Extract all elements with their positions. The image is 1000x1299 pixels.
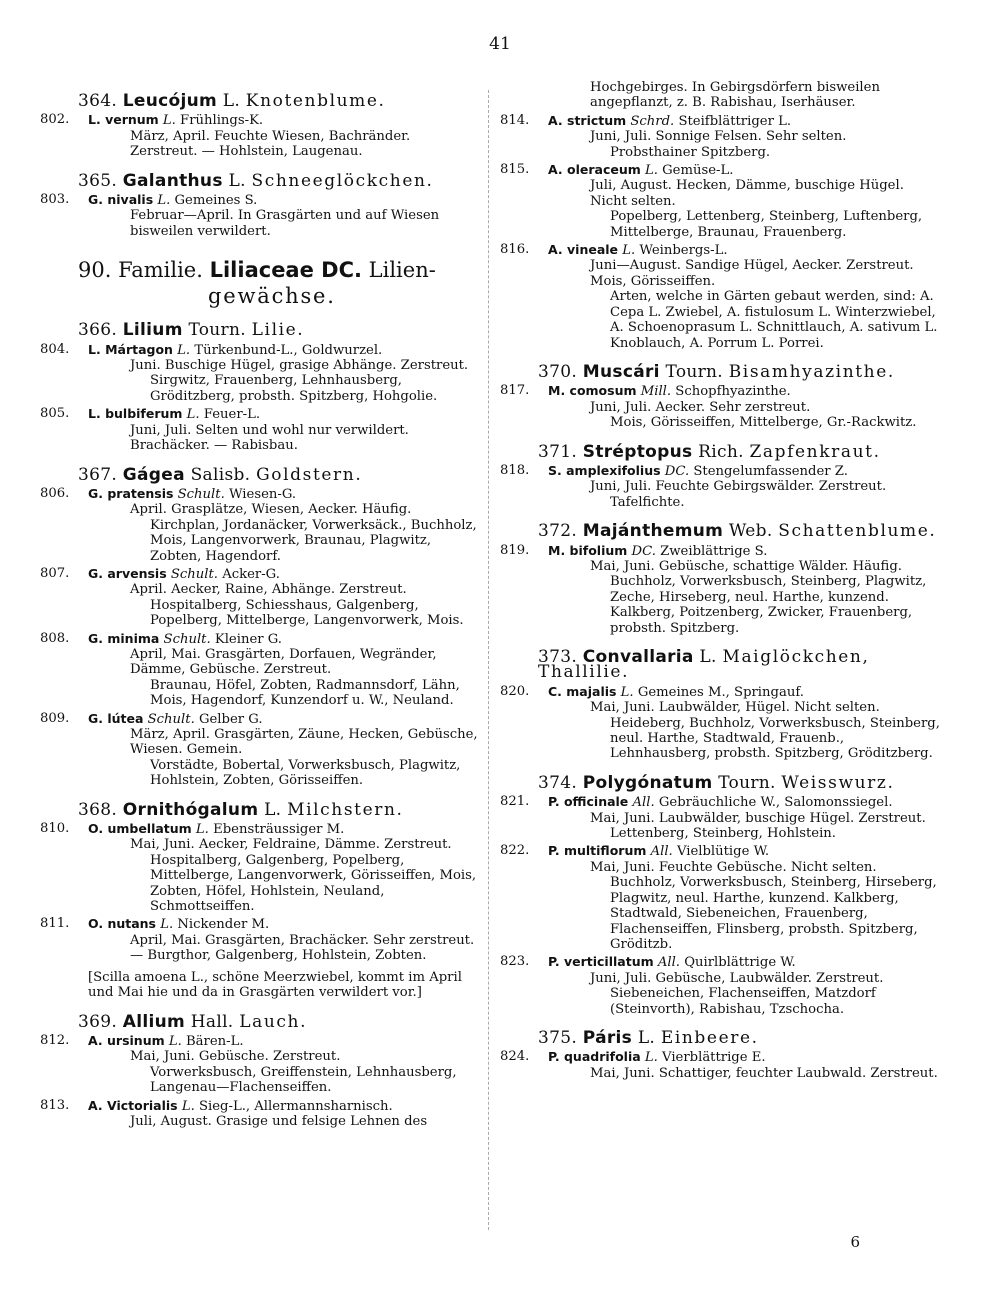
page-number: 41 [489,34,511,54]
species-number: 820. [500,683,530,699]
species-number: 818. [500,462,530,478]
species-author: DC. [631,543,656,559]
species-number: 806. [40,485,70,501]
species-number: 821. [500,794,530,810]
genus-heading [40,320,480,341]
species-number: 817. [500,383,530,399]
species-author: L. [195,822,209,838]
species-localities: Hospitalberg, Schiesshaus, Galgenberg, Popelberg, Mittelberge, Langenvorwerk, Mois. [150,597,464,629]
species-number: 814. [500,112,530,128]
species-name: G. arvensis [88,565,167,581]
genus-common-name: Schneeglöckchen. [251,170,434,191]
species-name: P. multiflorum [548,843,647,859]
species-author: L. [644,163,658,179]
species-localities: Buchholz, Vorwerksbusch, Steinberg, Hirseberg, Plagwitz, neul. Harthe, kunzend. Kalkberg, Stadtwald, Siebeneichen, Frauenberg, Flachenseiffen, Flinsberg, probsth. Spitzberg, Gröditzb. [610,875,937,952]
species-author: L. [168,1033,182,1049]
species-common-name: Schopfhyazinthe. [675,384,791,400]
species-author: All. [650,844,673,860]
continued-description: Hochgebirges. In Gebirgsdörfern bisweilen angepflanzt, z. B. Rabishau, Iserhäuser. [590,80,880,111]
genus-name: Convallaria [582,647,694,667]
species-name: M. bifolium [548,542,628,558]
genus-number: 373. [538,647,578,667]
genus-common-name: Lilie. [251,320,305,341]
species-number: 812. [40,1032,70,1048]
species-entry [500,794,940,841]
genus-heading [40,464,480,485]
species-localities: Buchholz, Vorwerksbusch, Steinberg, Plagwitz, Zeche, Hirseberg, neul. Harthe, kunzend. Kalkberg, Poitzenberg, Zwicker, Frauenberg, probsth. Spitzberg. [610,574,927,636]
species-name: O. nutans [88,916,156,932]
species-number: 822. [500,843,530,859]
species-name: G. minima [88,630,160,646]
genus-common-name: Milchstern. [287,799,404,820]
genus-number: 371. [538,441,578,462]
species-description: März, April. Feuchte Wiesen, Bachränder. Zerstreut. — Hohlstein, Laugenau. [130,128,411,160]
genus-author: L. [222,91,241,111]
genus-name: Allium [122,1011,186,1032]
genus-name: Leucójum [122,91,218,111]
column-divider [488,90,490,1230]
continued-text [500,80,940,111]
species-common-name: Frühlings-K. [180,113,264,129]
species-author: DC. [664,463,690,479]
genus-heading [500,1027,940,1048]
genus-author: Rich. [698,441,744,462]
genus-common-name: Zapfenkraut. [749,441,881,462]
species-common-name: Kleiner G. [214,631,283,647]
species-entry [40,112,480,159]
species-number: 819. [500,542,530,558]
genus-number: 365. [78,170,118,191]
species-entry [40,711,480,789]
species-description: März, April. Grasgärten, Zäune, Hecken, Gebüsche, Wiesen. Gemein. [130,727,478,758]
species-entry [40,342,480,405]
species-common-name: Zweiblättrige S. [660,543,768,559]
genus-common-name: Bisamhyazinthe. [728,361,895,382]
family-common-name: Lilien- [368,258,436,283]
genus-author: Tourn. [188,320,246,341]
species-name: A. vineale [548,242,619,258]
genus-heading [500,647,940,683]
species-author: All. [657,955,680,971]
species-localities: Braunau, Höfel, Zobten, Radmannsdorf, Lähn, Mois, Hagendorf, Kunzendorf u. W., Neuland. [150,677,460,709]
species-author: L. [181,1098,195,1114]
genus-name: Páris [582,1027,633,1048]
genus-name: Polygónatum [582,772,713,793]
species-description: Juni. Buschige Hügel, grasige Abhänge. Zerstreut. [130,358,469,374]
species-author: Schult. [163,631,211,647]
species-entry [500,543,940,636]
species-common-name: Türkenbund-L., Goldwurzel. [194,342,383,358]
genus-heading [40,91,480,111]
family-name: Liliaceae DC. [209,258,362,283]
species-name: P. verticillatum [548,954,654,970]
genus-heading [40,1011,480,1032]
genus-common-name: Einbeere. [660,1027,759,1048]
genus-number: 375. [538,1027,578,1048]
species-number: 816. [500,242,530,258]
species-description: Juli, August. Grasige und felsige Lehnen des [130,1113,428,1129]
species-entry [500,113,940,160]
species-description: Juli, August. Hecken, Dämme, buschige Hügel. Nicht selten. [590,178,904,209]
species-description: Juni—August. Sandige Hügel, Aecker. Zerstreut. Mois, Görisseiffen. [590,258,914,289]
genus-number: 364. [78,91,118,111]
genus-name: Stréptopus [582,441,693,462]
species-number: 804. [40,341,70,357]
genus-common-name: Lauch. [239,1011,308,1032]
genus-heading [500,361,940,382]
species-author: L. [186,407,200,423]
species-common-name: Weinbergs-L. [639,243,728,259]
genus-name: Muscári [582,361,660,382]
genus-number: 368. [78,799,118,820]
species-entry [40,1098,480,1130]
species-description: Mai, Juni. Gebüsche. Zerstreut. [130,1049,341,1065]
species-number: 813. [40,1097,70,1113]
signature-mark: 6 [850,1233,860,1251]
species-common-name: Nickender M. [177,917,270,933]
species-name: G. lútea [88,710,144,726]
species-description: April. Grasplätze, Wiesen, Aecker. Häufig. [130,502,412,518]
species-common-name: Gebräuchliche W., Salomonssiegel. [658,795,893,811]
species-number: 811. [40,916,70,932]
species-number: 803. [40,192,70,208]
species-common-name: Ebensträussiger M. [213,822,345,838]
species-entry [500,684,940,762]
species-name: P. quadrifolia [548,1049,641,1065]
species-author: L. [622,243,636,259]
family-number: 90. Familie. [78,258,203,283]
species-description: Mai, Juni. Schattiger, feuchter Laubwald. Zerstreut. [590,1065,938,1081]
genus-author: Tourn. [665,361,723,382]
species-author: Mill. [640,384,672,400]
species-entry [40,631,480,709]
species-localities: Arten, welche in Gärten gebaut werden, sind: A. Cepa L. Zwiebel, A. fistulosum L. Winterzwiebel, A. Schoenoprasum L. Schnittlauch, A. sativum L. Knoblauch, A. Porrum L. Porrei. [610,289,938,351]
species-common-name: Stengelumfassender Z. [693,463,848,479]
species-common-name: Sieg-L., Allermannsharnisch. [198,1098,393,1114]
species-description: Mai, Juni. Laubwälder, Hügel. Nicht selten. [590,700,880,716]
species-name: M. comosum [548,383,637,399]
species-localities: Tafelfichte. [610,494,685,510]
species-number: 809. [40,710,70,726]
species-name: A. ursinum [88,1032,165,1048]
genus-heading [500,441,940,462]
species-entry [40,821,480,914]
species-author: Schult. [170,566,218,582]
species-number: 808. [40,630,70,646]
species-entry [40,916,480,963]
species-description: Juni, Juli. Aecker. Sehr zerstreut. [590,399,811,415]
species-localities: Hospitalberg, Galgenberg, Popelberg, Mittelberge, Langenvorwerk, Görisseiffen, Mois, Zobten, Höfel, Hohlstein, Neuland, Schmottseiffen. [150,852,477,915]
genus-name: Galanthus [122,170,223,191]
species-entry [500,954,940,1017]
species-localities: Sirgwitz, Frauenberg, Lehnhausberg, Gröditzberg, probsth. Spitzberg, Hohgolie. [150,373,438,404]
family-common-name-cont: gewächse. [208,284,336,309]
species-localities: Mois, Görisseiffen, Mittelberge, Gr.-Rackwitz. [610,415,917,431]
species-localities: Probsthainer Spitzberg. [610,144,771,160]
species-entry [500,1049,940,1081]
species-common-name: Gemeines M., Springauf. [637,684,804,700]
species-localities: Siebeneichen, Flachenseiffen, Matzdorf (Steinvorth), Rabishau, Tzschocha. [610,986,876,1017]
species-author: L. [157,193,171,209]
species-description: April, Mai. Grasgärten, Dorfauen, Wegränder, Dämme, Gebüsche. Zerstreut. [130,646,437,678]
species-author: Schult. [177,486,225,502]
species-author: All. [632,795,655,811]
genus-common-name: Knotenblume. [245,91,386,111]
species-number: 810. [40,821,70,837]
genus-number: 369. [78,1011,118,1032]
genus-common-name: Schattenblume. [778,521,937,542]
species-name: A. oleraceum [548,162,641,178]
species-entry [500,843,940,952]
genus-author: L. [699,647,717,667]
species-common-name: Wiesen-G. [228,486,297,502]
species-localities: Popelberg, Lettenberg, Steinberg, Luftenberg, Mittelberge, Braunau, Frauenberg. [610,209,923,240]
species-localities: Kirchplan, Jordanäcker, Vorwerksäck., Buchholz, Mois, Langenvorwerk, Braunau, Plagwitz, Zobten, Hagendorf. [150,517,477,564]
species-description: Februar—April. In Grasgärten und auf Wiesen bisweilen verwildert. [130,208,440,239]
genus-author: Hall. [190,1011,234,1032]
species-name: S. amplexifolius [548,462,661,478]
species-entry [500,242,940,351]
genus-name: Lilium [122,320,183,341]
genus-author: Salisb. [190,464,251,485]
species-name: L. vernum [88,112,159,128]
genus-common-name: Maiglöckchen, Thallilie. [538,647,870,683]
species-description: Mai, Juni. Feuchte Gebüsche. Nicht selten. [590,859,877,875]
species-localities: Vorwerksbusch, Greiffenstein, Lehnhausberg, Langenau—Flachenseiffen. [150,1064,457,1096]
genus-name: Majánthemum [582,521,724,542]
genus-author: Web. [728,521,773,542]
species-author: Schult. [147,711,195,727]
species-name: L. bulbiferum [88,406,183,422]
species-number: 807. [40,565,70,581]
left-column [40,80,480,1131]
genus-name: Ornithógalum [122,799,259,820]
species-description: Mai, Juni. Aecker, Feldraine, Dämme. Zerstreut. [130,837,452,853]
species-entry [500,463,940,510]
species-author: L. [162,113,176,129]
species-localities: Vorstädte, Bobertal, Vorwerksbusch, Plagwitz, Hohlstein, Zobten, Görisseiffen. [150,757,461,789]
species-common-name: Vierblättrige E. [662,1050,766,1066]
species-name: G. pratensis [88,485,174,501]
species-author: L. [177,342,191,358]
species-name: A. strictum [548,112,627,128]
species-number: 805. [40,406,70,422]
species-number: 824. [500,1049,530,1065]
species-common-name: Bären-L. [185,1033,244,1049]
species-author: L. [160,917,174,933]
species-author: L. [644,1050,658,1066]
species-name: O. umbellatum [88,821,192,837]
genus-author: L. [228,170,246,191]
species-common-name: Vielblütige W. [676,844,770,860]
species-common-name: Quirlblättrige W. [684,955,796,971]
family-heading [40,257,480,309]
genus-number: 366. [78,320,118,341]
species-name: L. Mártagon [88,341,173,357]
species-entry [40,1033,480,1096]
right-column [500,80,940,1083]
genus-heading [40,170,480,191]
species-description: Juni, Juli. Gebüsche, Laubwälder. Zerstreut. [590,970,884,986]
species-description: Mai, Juni. Gebüsche, schattige Wälder. Häufig. [590,558,902,574]
genus-number: 370. [538,361,578,382]
genus-number: 367. [78,464,118,485]
species-common-name: Gemeines S. [174,193,258,209]
species-description: Juni, Juli. Selten und wohl nur verwildert. Brachäcker. — Rabisbau. [130,422,409,454]
species-entry [40,566,480,629]
species-entry [500,162,940,240]
species-number: 823. [500,954,530,970]
genus-common-name: Goldstern. [256,464,363,485]
species-author: Schrd. [630,113,675,129]
species-entry [40,486,480,564]
species-localities: Lettenberg, Steinberg, Hohlstein. [610,826,836,842]
species-description: Mai, Juni. Laubwälder, buschige Hügel. Zerstreut. [590,810,926,826]
species-common-name: Acker-G. [222,566,280,582]
species-common-name: Feuer-L. [203,407,261,423]
species-name: C. majalis [548,683,617,699]
species-description: Juni, Juli. Sonnige Felsen. Sehr selten. [590,129,847,145]
genus-common-name: Weisswurz. [781,772,895,793]
species-description: Juni, Juli. Feuchte Gebirgswälder. Zerstreut. [590,479,887,495]
species-entry [40,406,480,453]
genus-author: Tourn. [718,772,776,793]
species-description: April, Mai. Grasgärten, Brachäcker. Sehr zerstreut. — Burgthor, Galgenberg, Hohlstein, Zobten. [130,932,475,964]
species-name: G. nivalis [88,192,154,208]
genus-author: L. [264,799,282,820]
species-common-name: Gemüse-L. [662,163,734,179]
species-entry [500,383,940,430]
species-common-name: Steifblättriger L. [678,113,792,129]
genus-number: 372. [538,521,578,542]
species-localities: Heideberg, Buchholz, Vorwerksbusch, Steinberg, neul. Harthe, Stadtwald, Frauenb., Lehnhausberg, probsth. Spitzberg, Gröditzberg. [610,715,940,762]
genus-name: Gágea [122,464,185,485]
editorial-note: [Scilla amoena L., schöne Meerzwiebel, kommt im April und Mai hie und da in Grasgärten verwildert vor.] [88,969,462,1001]
genus-heading [40,799,480,820]
species-description: April. Aecker, Raine, Abhänge. Zerstreut. [130,582,407,598]
genus-heading [500,521,940,542]
species-number: 802. [40,112,70,128]
species-number: 815. [500,162,530,178]
species-author: L. [620,684,634,700]
species-name: A. Victorialis [88,1097,178,1113]
genus-heading [500,772,940,793]
genus-number: 374. [538,772,578,793]
species-name: P. officinale [548,794,629,810]
genus-author: L. [637,1027,656,1048]
species-entry [40,192,480,239]
species-common-name: Gelber G. [198,711,263,727]
